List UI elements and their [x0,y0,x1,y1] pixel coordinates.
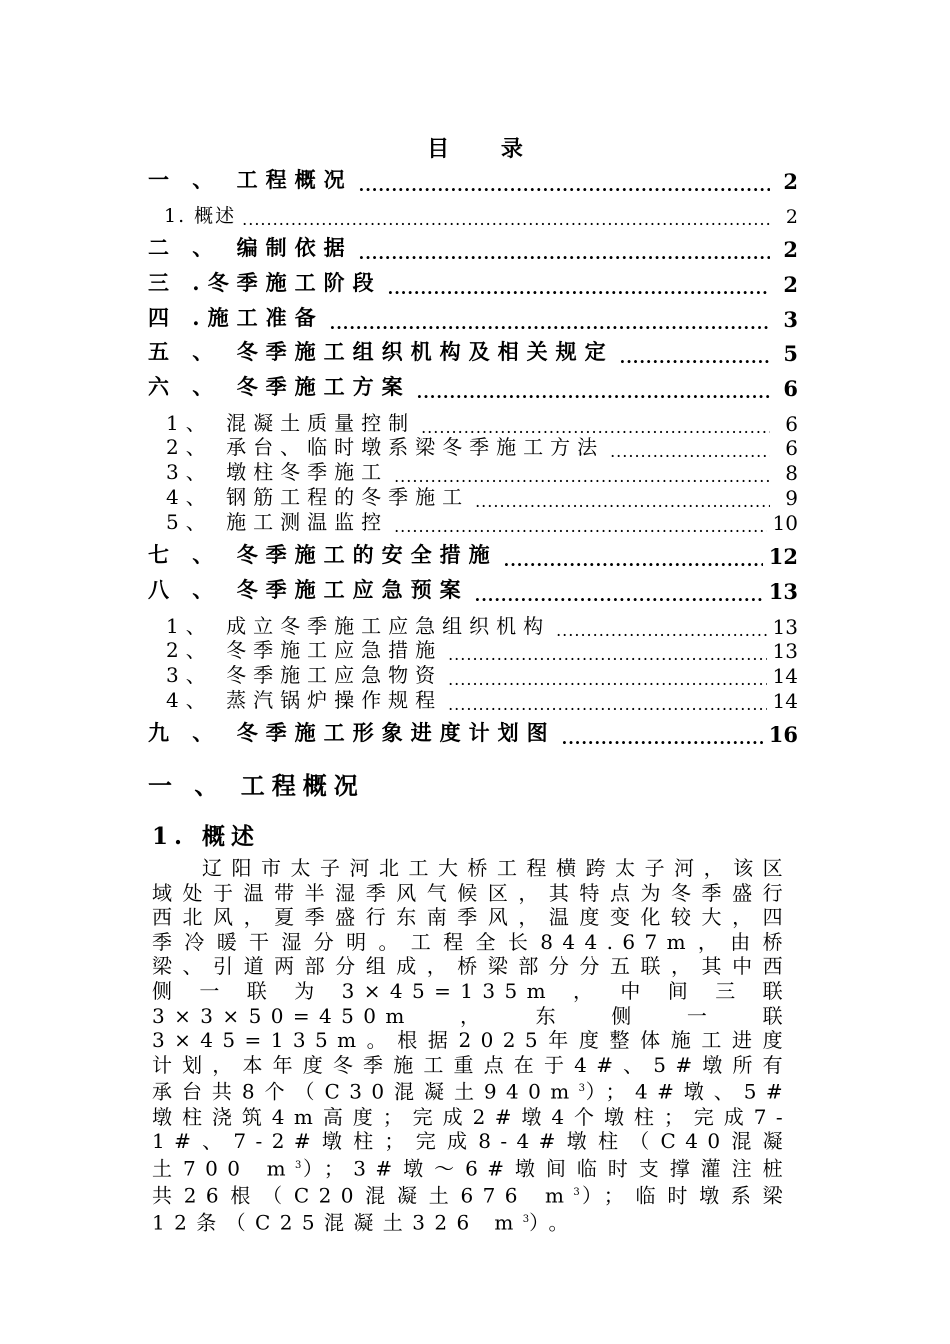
paragraph-text: ）。 [529,1210,578,1235]
paragraph-text: ）；4#墩、5#墩柱浇筑4m高度；完成2#墩4个墩柱；完成7-1#、7-2#墩柱；完成8-4#墩柱（C40混凝土700 m [152,1080,792,1181]
toc-entry-label: 4、 钢筋工程的冬季施工 [166,485,470,509]
toc-entry-page: 2 [783,272,798,297]
toc-entry-page: 14 [772,689,798,713]
toc-entry-page: 13 [772,639,798,663]
toc-entry[interactable] [148,721,798,747]
superscript: 3 [522,1214,530,1226]
toc-leader-dots [562,729,763,747]
toc-leader-dots [359,176,770,194]
toc-entry-label: 四 .施工准备 [148,305,324,330]
toc-leader-dots [504,551,763,569]
body-paragraph [152,856,792,1236]
paragraph-text: 辽阳市太子河北工大桥工程横跨太子河，该区域处于温带半湿季风气候区，其特点为冬季盛行西北风，夏季盛行东南季风，温度变化较大，四季冷暖干湿分明。工程全长844.67m，由桥梁、引道两部分组成，桥梁部分分五联，其中西侧一联为3×45=135m，中间三联3×3×50=450m，东侧一联3×45=135m。根据2025年度整体施工进度计划，本年度冬季施工重点在于4#、5#墩所有承台共8个（C30混凝土940m [152,856,792,1104]
toc-entry-label: 三 .冬季施工阶段 [148,270,382,295]
toc-entry-page: 6 [783,376,798,401]
toc-entry[interactable] [148,509,798,535]
toc-entry-label: 五 、 冬季施工组织机构及相关规定 [148,339,614,364]
toc-entry-page: 12 [768,544,798,569]
toc-entry[interactable] [148,543,798,569]
toc-entry-label: 4、 蒸汽锅炉操作规程 [166,688,443,712]
toc-entry-page: 10 [772,511,798,535]
toc-entry-label: 1、 混凝土质量控制 [166,411,416,435]
toc-entry[interactable] [148,236,798,262]
toc-leader-dots [417,383,770,401]
toc-entry-page: 13 [772,615,798,639]
toc-entry-label: 六 、 冬季施工方案 [148,374,411,399]
toc-title: 目 录 [427,136,545,162]
superscript: 3 [578,1083,586,1095]
toc-entry[interactable] [148,306,798,332]
toc-entry-page: 6 [785,412,798,436]
toc-entry-label: 七 、 冬季施工的安全措施 [148,542,498,567]
toc-entry-label: 1、 成立冬季施工应急组织机构 [166,614,551,638]
paragraph-text: ）；3#墩～6#墩间临时支撑灌注桩共26根（C20混凝土676 m [152,1156,792,1208]
toc-leader-dots [620,348,770,366]
toc-entry[interactable] [148,578,798,604]
toc-entry-page: 16 [768,722,798,747]
superscript: 3 [295,1159,302,1171]
toc-entry-page: 8 [785,461,798,485]
toc-entry-page: 14 [772,664,798,688]
toc-entry-page: 6 [785,436,798,460]
toc-leader-dots [394,517,766,535]
subsection-heading: 1. 概述 [152,823,261,850]
toc-entry[interactable] [148,202,798,228]
toc-entry-page: 13 [768,579,798,604]
toc-leader-dots [388,279,770,297]
toc-leader-dots [448,670,766,688]
superscript: 3 [573,1187,580,1199]
toc-entry-page: 9 [785,486,798,510]
toc-entry-label: 3、 墩柱冬季施工 [166,460,389,484]
toc-leader-dots [475,492,770,510]
toc-entry-label: 二 、 编制依据 [148,235,353,260]
toc-entry-label: 3、 冬季施工应急物资 [166,663,443,687]
toc-leader-dots [475,586,763,604]
toc-leader-dots [330,314,770,332]
toc-entry[interactable] [148,271,798,297]
toc-entry-label: 八 、 冬季施工应急预案 [148,577,469,602]
toc-entry-page: 2 [783,169,798,194]
toc-entry-page: 2 [783,237,798,262]
paragraph-text: ）；临时墩系梁12条（C25混凝土326 m [152,1183,792,1235]
toc-entry-label: 2、 承台、临时墩系梁冬季施工方法 [166,435,605,459]
toc-entry-page: 2 [785,206,798,228]
toc-entry-page: 5 [783,341,798,366]
toc-leader-dots [242,210,770,228]
toc-entry-label: 1. 概述 [164,205,237,227]
toc-leader-dots [610,442,770,460]
toc-leader-dots [359,244,770,262]
toc-entry-label: 九 、 冬季施工形象进度计划图 [148,720,556,745]
toc-leader-dots [448,695,766,713]
toc-entry[interactable] [148,687,798,713]
toc-entry-label: 一 、 工程概况 [148,167,353,192]
toc-entry-page: 3 [783,307,798,332]
toc-entry[interactable] [148,168,798,194]
section-heading: 一 、 工程概况 [148,771,365,800]
toc-leader-dots [448,645,766,663]
toc-entry-label: 5、 施工测温监控 [166,510,389,534]
toc-entry[interactable] [148,340,798,366]
toc-entry[interactable] [148,375,798,401]
toc-entry-label: 2、 冬季施工应急措施 [166,638,443,662]
